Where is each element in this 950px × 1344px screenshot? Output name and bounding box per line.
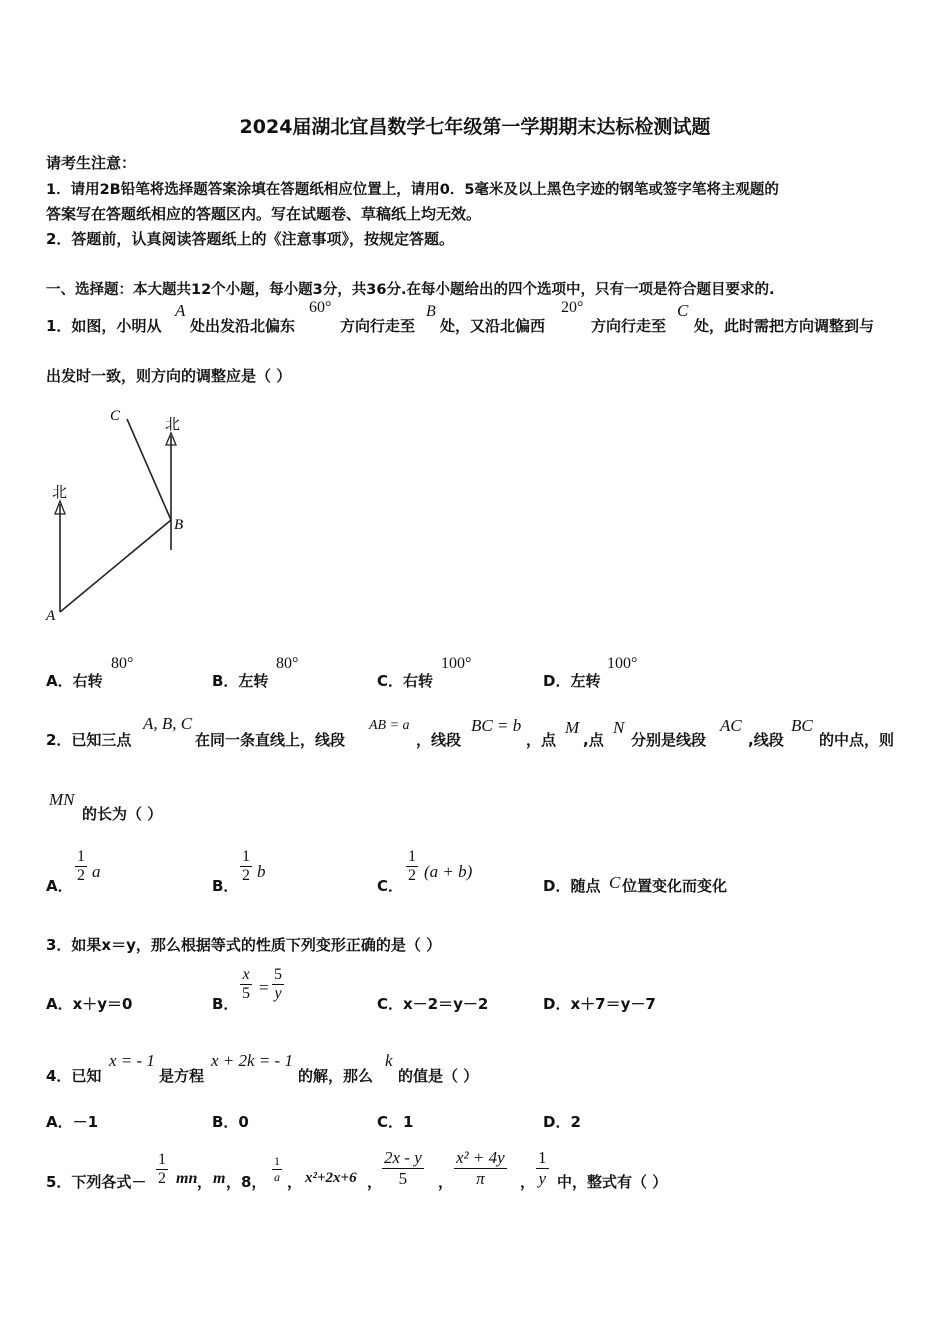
q1-text-1: 1．如图，小明从 [46,317,162,335]
notice-line-2: 答案写在答题纸相应的答题区内。写在试题卷、草稿纸上均无效。 [46,205,482,223]
q4-var-k: k [385,1051,393,1070]
figure-label-north-b: 北 [165,417,181,433]
q5-text-2: 中，整式有（ ） [557,1173,668,1191]
q2-segment-bc: BC = b [471,716,522,735]
q2-point-n: N [613,718,625,737]
q2-option-a-fraction: $\frac{1}{2}$ [77,848,85,884]
q3-option-a[interactable]: A．x＋y＝0 [46,995,133,1013]
q2-text-2: 在同一条直线上，线段 [195,731,346,749]
q1-point-a: A [175,301,186,320]
page-title: 2024届湖北宜昌数学七年级第一学期期末达标检测试题 [239,116,711,138]
q4-option-a[interactable]: A．－1 [46,1113,99,1131]
q4-option-b[interactable]: B．0 [212,1113,249,1131]
q1-angle-20: 20° [561,299,584,316]
q1-text-2: 处出发沿北偏东 [190,317,296,335]
q4-text-4: 的值是（ ） [398,1067,479,1085]
q4-option-d[interactable]: D．2 [543,1113,581,1131]
q5-fraction-x2-4y: $\frac{\text{x² + 4y}}{\pi}$ [456,1148,505,1188]
section-1-header: 一、选择题：本大题共12个小题，每小题3分，共36分.在每小题给出的四个选项中，只有一项是符合题目要求的. [46,282,775,298]
q2-segment-bc-2: BC [791,716,813,735]
figure-label-a: A [46,608,56,624]
q2-segment-ac: AC [720,716,742,735]
q3-option-b-fraction-left: $\frac{x}{5}$ [242,966,250,1002]
q1-option-d[interactable]: D．左转 [543,672,601,690]
q5-sep-5: ， [438,1173,454,1191]
q1-text-6: 处，此时需把方向调整到与 [694,317,875,335]
figure-label-north-a: 北 [52,485,68,501]
q2-point-m: M [565,718,580,737]
q5-sep-1: ， [197,1173,213,1191]
q2-option-d[interactable]: D．随点 [543,877,601,895]
q2-option-c-var: (a + b) [424,862,473,881]
q1-option-c[interactable]: C．右转 [377,672,434,690]
q5-fraction-2x-y: $\frac{2x - y}{5}$ [384,1148,422,1188]
q1-option-b[interactable]: B．左转 [212,672,269,690]
q1-text-5: 方向行走至 [591,317,667,335]
q5-term-mn: mn [176,1170,198,1187]
q2-text-7: ,线段 [748,731,784,749]
figure-label-c: C [110,408,121,424]
q2-text-3: ，线段 [416,731,462,749]
q2-points-abc: A, B, C [143,714,193,733]
q1-text-line-2: 出发时一致，则方向的调整应是（ ） [46,367,292,385]
q2-option-d-var: C [609,873,621,892]
q4-expr-equation: x + 2k = - 1 [211,1051,293,1070]
q1-option-b-value: 80° [276,655,299,672]
q1-angle-60: 60° [309,299,332,316]
q4-text-2: 是方程 [159,1067,205,1085]
q1-option-d-value: 100° [607,655,638,672]
q2-option-c-fraction: $\frac{1}{2}$ [408,848,416,884]
q2-option-a[interactable]: A． [46,877,73,895]
q5-fraction-1-over-y: $\frac{1}{y}$ [538,1148,547,1188]
q2-text-8: 的中点，则 [819,731,895,749]
q5-text-1: 5．下列各式－ [46,1173,147,1191]
q2-segment-ab: AB = a [369,718,410,733]
notice-heading: 请考生注意： [46,154,137,172]
q2-text-5: ,点 [583,731,604,749]
q4-text-1: 4．已知 [46,1067,102,1085]
q1-text-3: 方向行走至 [340,317,416,335]
q1-option-a-value: 80° [111,655,134,672]
q2-segment-mn: MN [49,790,75,809]
notice-line-1: 1．请用2B铅笔将选择题答案涂填在答题纸相应位置上，请用0．5毫米及以上黑色字迹的钢笔或签字笔将主观题的 [46,182,779,198]
q1-point-b: B [426,303,436,320]
q2-option-b-fraction: $\frac{1}{2}$ [242,848,250,884]
q1-point-c: C [677,301,689,320]
q1-figure [40,398,200,628]
q5-term-polynomial: x²+2x+6 [305,1170,357,1186]
q2-option-b[interactable]: B． [212,877,239,895]
q5-sep-6: ， [520,1173,536,1191]
q1-option-a[interactable]: A．右转 [46,672,103,690]
notice-line-3: 2．答题前，认真阅读答题纸上的《注意事项》，按规定答题。 [46,230,454,248]
q5-sep-4: ， [367,1173,383,1191]
q2-text-6: 分别是线段 [631,731,707,749]
q2-text-1: 2．已知三点 [46,731,132,749]
q4-text-3: 的解，那么 [298,1067,374,1085]
q5-sep-2: ，8， [226,1173,267,1191]
q2-option-c[interactable]: C． [377,877,404,895]
q5-term-m: m [213,1170,226,1187]
q3-stem: 3．如果x＝y，那么根据等式的性质下列变形正确的是（ ） [46,936,442,954]
q5-sep-3: ， [287,1173,303,1191]
q1-option-c-value: 100° [441,655,472,672]
q2-option-b-var: b [257,862,266,881]
q3-option-b[interactable]: B． [212,995,239,1013]
q4-expr-x: x = - 1 [109,1051,155,1070]
q5-fraction-half: $\frac{1}{2}$ [158,1151,166,1187]
figure-segment-bc [127,419,171,520]
q5-fraction-1-over-a: $\frac{1}{a}$ [274,1154,280,1184]
q2-text-4: ，点 [526,731,557,749]
q3-option-b-equals: = [259,978,269,997]
q4-option-c[interactable]: C．1 [377,1113,414,1131]
figure-label-b: B [174,517,184,533]
q2-option-a-var: a [92,862,101,881]
q2-option-d-text: 位置变化而变化 [622,877,728,895]
q3-option-b-fraction-right: $\frac{5}{y}$ [274,966,282,1002]
q2-text-9: 的长为（ ） [82,805,163,823]
q3-option-c[interactable]: C．x－2＝y－2 [377,995,489,1013]
q1-text-4: 处，又沿北偏西 [440,317,546,335]
q3-option-d[interactable]: D．x＋7＝y－7 [543,995,656,1013]
figure-segment-ab [60,520,171,612]
